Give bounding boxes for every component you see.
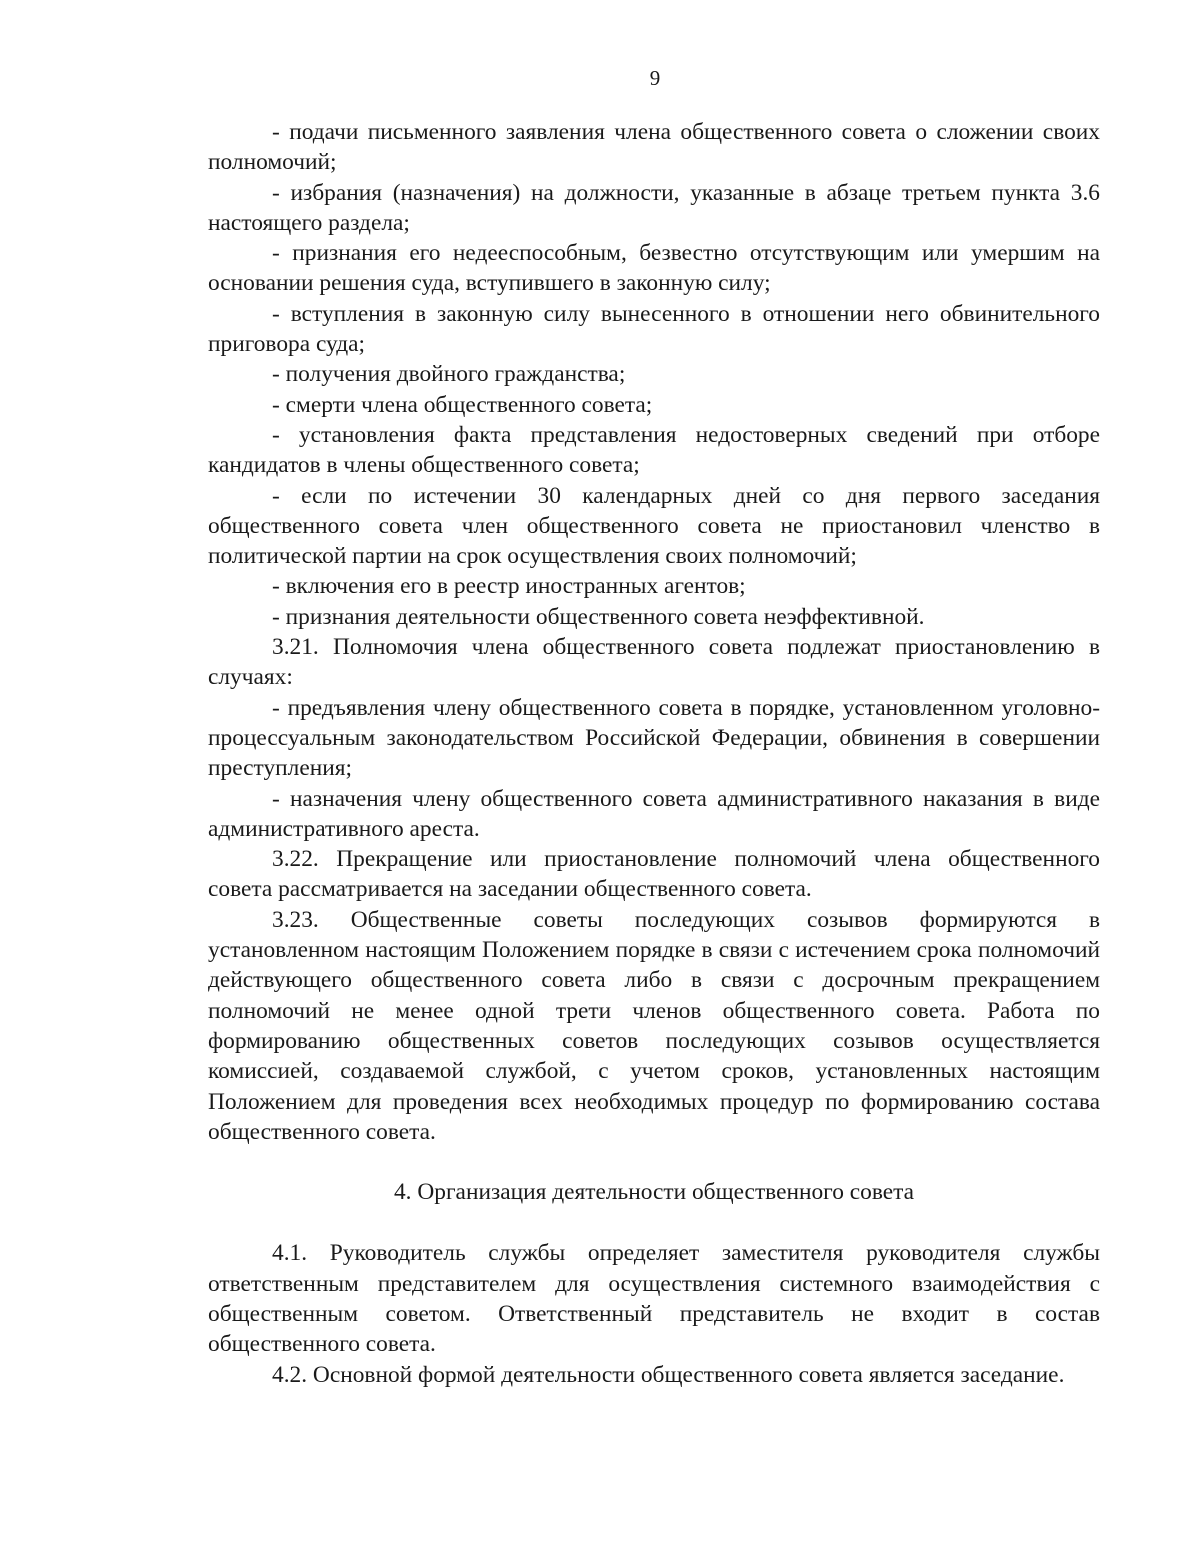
paragraph: - включения его в реестр иностранных агентов; <box>272 573 746 600</box>
paragraph: 3.23. Общественные советы последующих созывов формируются в установленном настоящим Положением порядке в связи с истечением срока полномочий действующего общественного совета либо в связи с досрочным прекращением полномочий не менее одной трети членов общественного совета. Работа по формированию общественных советов последующих созывов осуществляется комиссией, создаваемой службой, с учетом сроков, установленных настоящим Положением для проведения всех необходимых процедур по формированию состава общественного совета. <box>208 906 1100 1145</box>
paragraph: - признания деятельности общественного совета неэффективной. <box>272 603 925 630</box>
paragraph: - признания его недееспособным, безвестно отсутствующим или умершим на основании решения суда, вступившего в законную силу; <box>208 240 1100 297</box>
paragraph: 3.22. Прекращение или приостановление полномочий члена общественного совета рассматривается на заседании общественного совета. <box>208 846 1100 903</box>
paragraph: - назначения члену общественного совета административного наказания в виде административного ареста. <box>208 785 1100 842</box>
document-body <box>208 117 1100 1390</box>
paragraph: - смерти члена общественного совета; <box>272 391 653 418</box>
paragraph: - вступления в законную силу вынесенного в отношении него обвинительного приговора суда; <box>208 300 1100 358</box>
paragraph: 4.1. Руководитель службы определяет заместителя руководителя службы ответственным представителем для осуществления системного взаимодействия с общественным советом. Ответственный представитель не входит в состав общественного совета. <box>208 1240 1100 1358</box>
paragraph: - избрания (назначения) на должности, указанные в абзаце третьем пункта 3.6 настоящего раздела; <box>208 179 1100 236</box>
paragraph: 3.21. Полномочия члена общественного совета подлежат приостановлению в случаях: <box>208 634 1100 691</box>
paragraph: - установления факта представления недостоверных сведений при отборе кандидатов в члены общественного совета; <box>208 421 1100 479</box>
page-number: 9 <box>649 66 661 90</box>
section-heading: 4. Организация деятельности общественного совета <box>393 1179 914 1206</box>
paragraph: - если по истечении 30 календарных дней со дня первого заседания общественного совета член общественного совета не приостановил членство в политической партии на срок осуществления своих полномочий; <box>208 482 1100 570</box>
paragraph: - подачи письменного заявления члена общественного совета о сложении своих полномочий; <box>208 119 1100 176</box>
paragraph: - предъявления члену общественного совета в порядке, установленном уголовно-процессуальным законодательством Российской Федерации, обвинения в совершении преступления; <box>208 694 1100 782</box>
paragraph: - получения двойного гражданства; <box>272 361 626 388</box>
paragraph: 4.2. Основной формой деятельности общественного совета является заседание. <box>272 1361 1065 1388</box>
